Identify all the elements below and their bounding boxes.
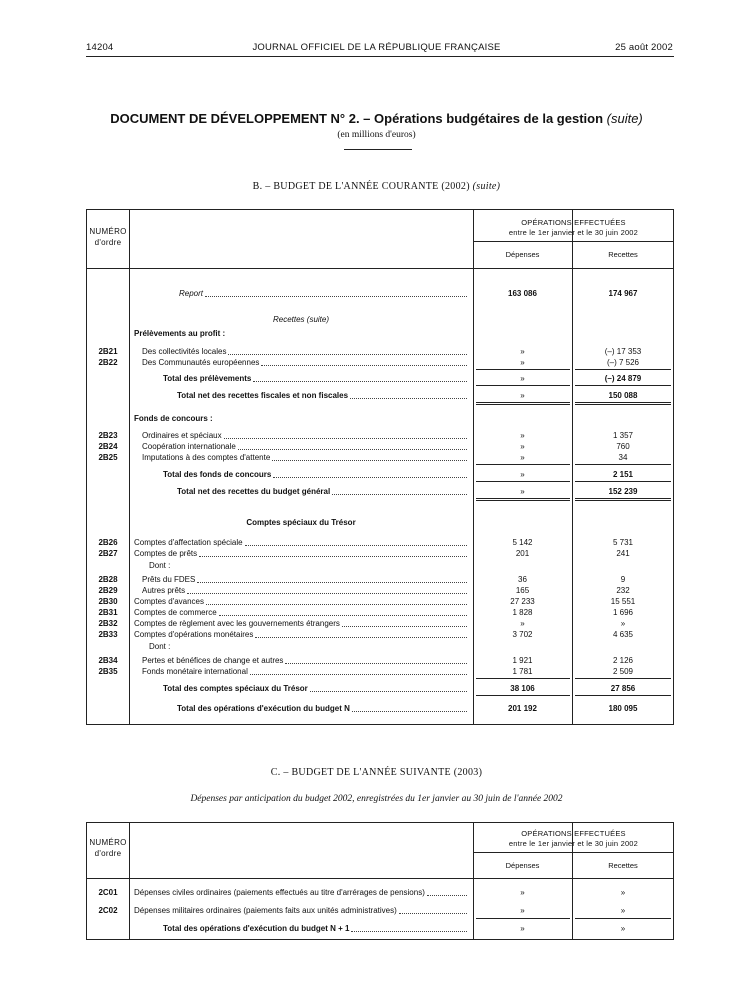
row-code: 2C02 [98, 906, 118, 915]
row-code: 2B26 [98, 538, 118, 547]
row-label: Total net des recettes du budget général [177, 487, 331, 496]
budget-2002-table [86, 209, 674, 725]
row-label: Total des comptes spéciaux du Trésor [163, 684, 308, 693]
row-code: 2B29 [98, 586, 118, 595]
journal-title: JOURNAL OFFICIEL DE LA RÉPUBLIQUE FRANÇAISE [252, 42, 501, 53]
recettes-suite-heading: Recettes (suite) [272, 315, 330, 324]
row-depenses: 38 106 [510, 684, 535, 693]
row-code: 2B27 [98, 549, 118, 558]
row-code: 2B35 [98, 667, 118, 676]
col-numero-line1: NUMÉRO [89, 227, 127, 236]
row-recettes: (–) 7 526 [606, 358, 640, 367]
row-label: Prêts du FDES [142, 575, 196, 584]
row-recettes: 2 151 [612, 470, 634, 479]
table-row-total [87, 373, 673, 384]
table-row [87, 441, 673, 452]
row-code: 2B21 [98, 347, 118, 356]
row-depenses: 165 [515, 586, 530, 595]
row-code: 2C01 [98, 888, 118, 897]
row-recettes: 760 [616, 442, 630, 451]
table-row-total [87, 683, 673, 694]
col-numero-line1: NUMÉRO [89, 838, 127, 847]
row-depenses: 36 [518, 575, 527, 584]
report-row [87, 288, 673, 299]
row-depenses: 201 [515, 549, 530, 558]
row-label: Total des opérations d'exécution du budget N [177, 704, 350, 713]
report-label: Report [179, 289, 204, 298]
operations-header [473, 829, 674, 849]
row-label: Imputations à des comptes d'attente [142, 453, 271, 462]
row-depenses: 201 192 [508, 704, 537, 713]
row-label: Comptes de commerce [134, 608, 217, 617]
row-code: 2B30 [98, 597, 118, 606]
row-label: Total des fonds de concours [163, 470, 272, 479]
row-recettes: 1 357 [612, 431, 634, 440]
table-row [87, 666, 673, 677]
col-numero-line2: d'ordre [94, 238, 122, 247]
col-recettes-header: Recettes [608, 861, 638, 870]
row-label: Autres prêts [142, 586, 186, 595]
table-row [87, 887, 673, 898]
col-depenses-header: Dépenses [505, 250, 540, 259]
row-depenses: » [520, 619, 525, 628]
row-recettes: » [620, 924, 626, 933]
row-code: 2B28 [98, 575, 118, 584]
row-recettes: » [620, 619, 626, 628]
row-label: Coopération internationale [142, 442, 236, 451]
table-row [87, 607, 673, 618]
table-row [87, 905, 673, 916]
row-depenses: » [520, 347, 525, 356]
table-row [87, 585, 673, 596]
row-label: Comptes d'opérations monétaires [134, 630, 254, 639]
row-label: Total des prélèvements [163, 374, 252, 383]
table-row [87, 574, 673, 585]
row-recettes: 2 509 [612, 667, 634, 676]
row-label: Dépenses civiles ordinaires (paiements effectués au titre d'arrérages de pensions) [134, 888, 425, 897]
units-note: (en millions d'euros) [337, 130, 416, 140]
row-label: Comptes d'affectation spéciale [134, 538, 243, 547]
row-recettes: 9 [620, 575, 626, 584]
title-rule [344, 149, 412, 150]
table-row-total [87, 703, 673, 714]
row-label: Comptes d'avances [134, 597, 205, 606]
row-code: 2B34 [98, 656, 118, 665]
row-depenses: » [520, 453, 525, 462]
row-depenses: » [520, 487, 525, 496]
table-row [87, 618, 673, 629]
row-recettes: 152 239 [608, 487, 638, 496]
row-recettes: 34 [618, 453, 628, 462]
col-depenses-header: Dépenses [505, 861, 540, 870]
comptes-speciaux-heading: Comptes spéciaux du Trésor [246, 518, 356, 527]
row-code: 2B22 [98, 358, 118, 367]
section-c-heading: C. – BUDGET DE L'ANNÉE SUIVANTE (2003) [270, 767, 483, 778]
row-recettes: (–) 24 879 [604, 374, 642, 383]
table-row [87, 596, 673, 607]
row-recettes: » [620, 888, 626, 897]
table-row [87, 655, 673, 666]
table-row [87, 629, 673, 640]
prelevements-heading: Prélèvements au profit : [134, 329, 226, 338]
row-depenses: » [520, 358, 525, 367]
col-numero-header [87, 837, 129, 859]
operations-header-line1: OPÉRATIONS EFFECTUÉES [521, 218, 626, 227]
col-numero-header [87, 226, 129, 248]
row-label: Pertes et bénéfices de change et autres [142, 656, 284, 665]
operations-header-line2: entre le 1er janvier et le 30 juin 2002 [508, 839, 639, 848]
row-depenses: » [520, 431, 525, 440]
table-row-total [87, 923, 673, 934]
row-code: 2B25 [98, 453, 118, 462]
fonds-heading: Fonds de concours : [134, 414, 213, 423]
row-recettes: 2 126 [612, 656, 634, 665]
operations-header-line2: entre le 1er janvier et le 30 juin 2002 [508, 228, 639, 237]
row-depenses: » [520, 470, 525, 479]
row-code: 2B31 [98, 608, 118, 617]
row-recettes: 150 088 [608, 391, 638, 400]
document-title [0, 111, 753, 126]
operations-header [473, 218, 674, 238]
row-recettes: 180 095 [608, 704, 638, 713]
row-code: 2B24 [98, 442, 118, 451]
section-c-subheading: Dépenses par anticipation du budget 2002, enregistrées du 1er janvier au 30 juin de l'année 2002 [190, 794, 563, 804]
document-title-main: DOCUMENT DE DÉVELOPPEMENT N° 2. – Opérations budgétaires de la gestion [110, 111, 604, 126]
page-number: 14204 [86, 42, 114, 53]
row-recettes: 27 856 [610, 684, 636, 693]
row-label: Ordinaires et spéciaux [142, 431, 222, 440]
report-recettes: 174 967 [608, 289, 638, 298]
row-recettes: 4 635 [612, 630, 634, 639]
row-label: Dépenses militaires ordinaires (paiements faits aux unités administratives) [134, 906, 397, 915]
row-recettes: 15 551 [610, 597, 636, 606]
row-depenses: » [520, 924, 525, 933]
table-row-total [87, 390, 673, 401]
row-code: 2B33 [98, 630, 118, 639]
row-depenses: 1 921 [512, 656, 533, 665]
header-divider [86, 56, 674, 57]
report-depenses: 163 086 [508, 289, 537, 298]
row-recettes: (–) 17 353 [604, 347, 642, 356]
row-code: 2B32 [98, 619, 118, 628]
row-label: Total des opérations d'exécution du budget N + 1 [163, 924, 350, 933]
table-row [87, 346, 673, 357]
row-recettes: 241 [616, 549, 630, 558]
row-depenses: » [520, 906, 525, 915]
row-label: Comptes de prêts [134, 549, 198, 558]
row-depenses: » [520, 442, 525, 451]
table-row [87, 537, 673, 548]
operations-header-line1: OPÉRATIONS EFFECTUÉES [521, 829, 626, 838]
row-recettes: 1 696 [612, 608, 634, 617]
col-numero-line2: d'ordre [94, 849, 122, 858]
dont-label: Dont : [149, 561, 171, 570]
row-depenses: » [520, 888, 525, 897]
row-depenses: 3 702 [512, 630, 533, 639]
row-depenses: 1 828 [512, 608, 533, 617]
row-label: Fonds monétaire international [142, 667, 248, 676]
table-row [87, 548, 673, 559]
row-depenses: » [520, 391, 525, 400]
row-label: Total net des recettes fiscales et non fiscales [177, 391, 349, 400]
table-row [87, 452, 673, 463]
row-depenses: » [520, 374, 525, 383]
table-row-total [87, 469, 673, 480]
section-b-heading-text: B. – BUDGET DE L'ANNÉE COURANTE (2002) [252, 181, 470, 192]
row-recettes: 232 [616, 586, 630, 595]
col-recettes-header: Recettes [608, 250, 638, 259]
row-depenses: 27 233 [510, 597, 535, 606]
row-recettes: » [620, 906, 626, 915]
row-label: Comptes de règlement avec les gouvernements étrangers [134, 619, 340, 628]
document-title-suffix: (suite) [606, 111, 643, 126]
table-row [87, 357, 673, 368]
row-code: 2B23 [98, 431, 118, 440]
row-label: Des Communautés européennes [142, 358, 260, 367]
dont-label: Dont : [149, 642, 171, 651]
table-row-total [87, 486, 673, 497]
page-date: 25 août 2002 [615, 42, 673, 53]
budget-2003-table [86, 822, 674, 940]
row-recettes: 5 731 [612, 538, 634, 547]
row-depenses: 5 142 [512, 538, 533, 547]
section-b-heading [0, 181, 753, 192]
table-row [87, 430, 673, 441]
row-depenses: 1 781 [512, 667, 533, 676]
section-b-heading-suffix: (suite) [472, 181, 501, 192]
row-label: Des collectivités locales [142, 347, 227, 356]
